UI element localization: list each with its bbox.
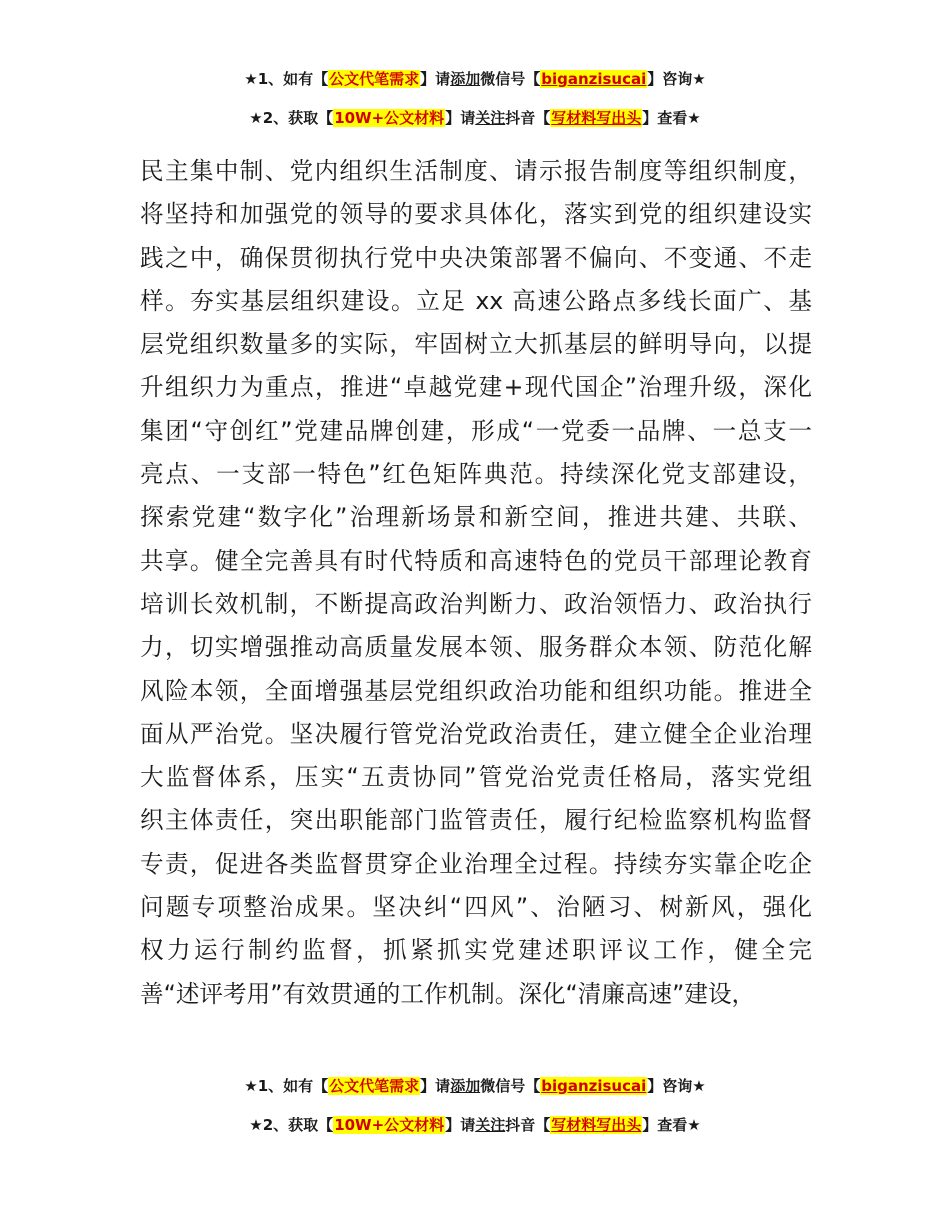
body-line: 探索党建“数字化”治理新场景和新空间，推进共建、共联、: [140, 503, 812, 532]
footer-line-2-highlight-materials: 10W+公文材料: [334, 1116, 445, 1134]
body-line: 风险本领，全面增强基层党组织政治功能和组织功能。推进全: [140, 676, 812, 705]
footer-line-1-mid: 】请: [420, 1077, 451, 1095]
footer-line-2-douyin-id: 写材料写出头: [551, 1116, 642, 1134]
header-banner: [0, 68, 950, 129]
footer-line-2-mid: 】请: [445, 1116, 476, 1134]
body-line: 善“述评考用”有效贯通的工作机制。深化“清廉高速”建设，: [140, 979, 756, 1008]
header-line-1: [0, 68, 950, 90]
body-line: 将坚持和加强党的领导的要求具体化，落实到党的组织建设实: [140, 200, 812, 229]
body-line: 专责，促进各类监督贯穿企业治理全过程。持续夯实靠企吃企: [140, 849, 812, 878]
body-line: 集团“守创红”党建品牌创建，形成“一党委一品牌、一总支一: [140, 416, 812, 445]
header-line-2-mid-2: 抖音【: [505, 109, 551, 127]
body-line: 亮点、一支部一特色”红色矩阵典范。持续深化党支部建设，: [140, 460, 812, 489]
body-line: 织主体责任，突出职能部门监管责任，履行纪检监察机构监督: [140, 806, 812, 835]
footer-line-1-mid-2: 微信号【: [480, 1077, 541, 1095]
header-line-2-prefix: ★2、获取【: [249, 109, 334, 127]
footer-line-1-emphasis: 添加: [450, 1077, 481, 1095]
body-line: 问题专项整治成果。坚决纠“四风”、治陋习、树新风，强化: [140, 893, 812, 922]
body-line: 大监督体系，压实“五责协同”管党治党责任格局，落实党组: [140, 763, 812, 792]
footer-line-1-prefix: ★1、如有【: [244, 1077, 329, 1095]
header-line-2: [0, 107, 950, 129]
footer-line-1-suffix: 】咨询★: [647, 1077, 706, 1095]
footer-banner: [0, 1075, 950, 1136]
footer-line-2-prefix: ★2、获取【: [249, 1116, 334, 1134]
body-line: 面从严治党。坚决履行管党治党政治责任，建立健全企业治理: [140, 719, 812, 748]
body-line: 样。夯实基层组织建设。立足 xx 高速公路点多线长面广、基: [140, 286, 812, 315]
header-line-1-emphasis: 添加: [450, 70, 481, 88]
footer-line-2-mid-2: 抖音【: [505, 1116, 551, 1134]
header-line-2-highlight-materials: 10W+公文材料: [334, 109, 445, 127]
header-line-2-mid: 】请: [445, 109, 476, 127]
footer-line-1: [0, 1075, 950, 1097]
body-line: 民主集中制、党内组织生活制度、请示报告制度等组织制度，: [140, 157, 812, 185]
header-line-1-suffix: 】咨询★: [647, 70, 706, 88]
document-body: [140, 150, 812, 1016]
footer-line-2-emphasis: 关注: [475, 1116, 506, 1134]
footer-line-2-suffix: 】查看★: [642, 1116, 701, 1134]
header-line-1-wechat-id: biganzisucai: [541, 70, 647, 88]
body-line: 共享。健全完善具有时代特质和高速特色的党员干部理论教育: [140, 546, 812, 575]
header-line-1-prefix: ★1、如有【: [244, 70, 329, 88]
body-line: 升组织力为重点，推进“卓越党建+现代国企”治理升级，深化: [140, 373, 812, 402]
header-line-1-mid: 】请: [420, 70, 451, 88]
header-line-2-emphasis: 关注: [475, 109, 506, 127]
body-line: 践之中，确保贯彻执行党中央决策部署不偏向、不变通、不走: [140, 243, 812, 272]
body-line: 层党组织数量多的实际，牢固树立大抓基层的鲜明导向，以提: [140, 330, 812, 359]
body-line: 力，切实增强推动高质量发展本领、服务群众本领、防范化解: [140, 633, 812, 662]
footer-line-1-highlight-service: 公文代笔需求: [329, 1077, 420, 1095]
header-line-1-highlight-service: 公文代笔需求: [329, 70, 420, 88]
header-line-2-suffix: 】查看★: [642, 109, 701, 127]
body-line: 培训长效机制，不断提高政治判断力、政治领悟力、政治执行: [140, 589, 812, 618]
header-line-2-douyin-id: 写材料写出头: [551, 109, 642, 127]
footer-line-2: [0, 1114, 950, 1136]
header-line-1-mid-2: 微信号【: [480, 70, 541, 88]
body-line: 权力运行制约监督，抓紧抓实党建述职评议工作，健全完: [140, 936, 812, 965]
footer-line-1-wechat-id: biganzisucai: [541, 1077, 647, 1095]
